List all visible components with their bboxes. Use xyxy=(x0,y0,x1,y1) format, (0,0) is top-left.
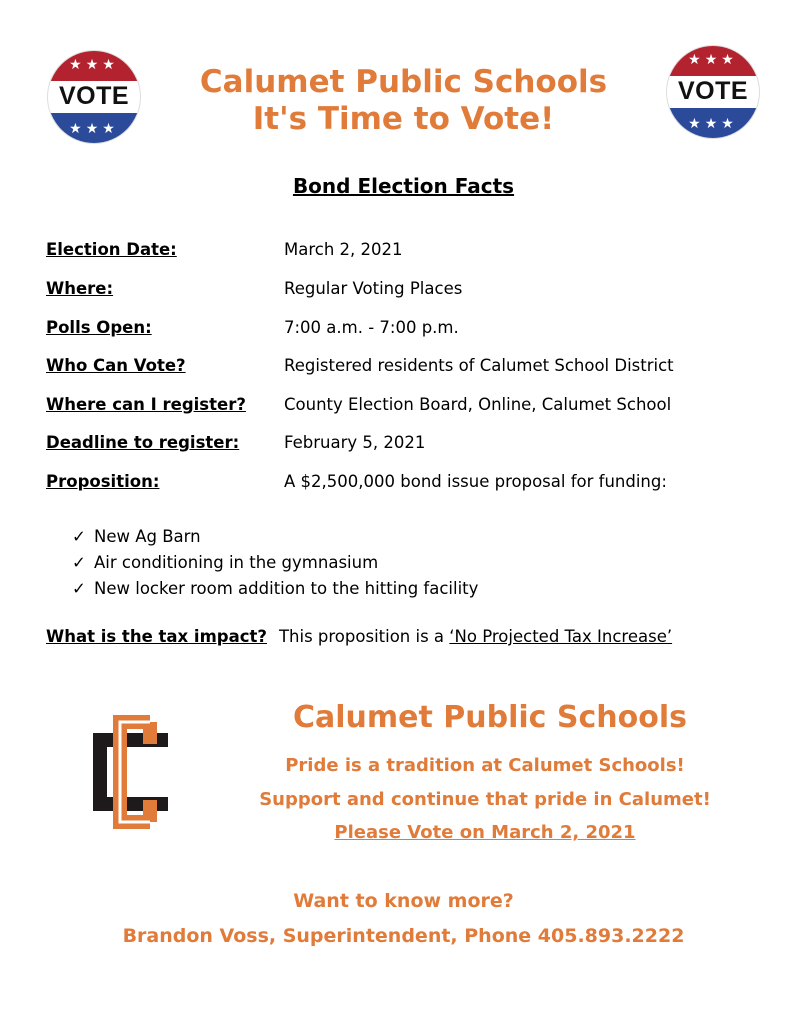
fact-value: A $2,500,000 bond issue proposal for funding: xyxy=(284,472,667,491)
list-item-text: Air conditioning in the gymnasium xyxy=(94,553,379,572)
fact-value: County Election Board, Online, Calumet School xyxy=(284,395,672,414)
footer-school-name: Calumet Public Schools xyxy=(292,700,687,735)
contact-info: Brandon Voss, Superintendent, Phone 405.893.2222 xyxy=(122,925,685,947)
page-title-line1: Calumet Public Schools xyxy=(199,64,608,100)
list-item-text: New locker room addition to the hitting facility xyxy=(94,579,479,598)
footer-message-3: Please Vote on March 2, 2021 xyxy=(334,822,636,843)
badge-stars-top: ★★★ xyxy=(688,52,738,68)
tax-text: This proposition is a xyxy=(278,627,450,646)
fact-row-where-register xyxy=(46,395,766,419)
vote-badge-left xyxy=(48,51,140,143)
facts-heading: Bond Election Facts xyxy=(292,174,515,198)
tax-impact-row xyxy=(46,627,672,646)
fact-value: March 2, 2021 xyxy=(284,240,403,259)
fact-value: Regular Voting Places xyxy=(284,279,463,298)
checkmark-icon: ✓ xyxy=(72,579,86,598)
tax-highlight: ‘No Projected Tax Increase’ xyxy=(449,627,673,646)
fact-value: Registered residents of Calumet School District xyxy=(284,356,674,375)
fact-label: Polls Open: xyxy=(46,318,152,337)
badge-stars-bottom: ★★★ xyxy=(69,121,119,137)
fact-label: Where can I register? xyxy=(46,395,246,414)
calumet-logo-icon xyxy=(90,714,180,830)
badge-stars-bottom: ★★★ xyxy=(688,116,738,132)
tax-label: What is the tax impact? xyxy=(46,627,267,646)
fact-label: Proposition: xyxy=(46,472,160,491)
fact-label: Who Can Vote? xyxy=(46,356,186,375)
fact-row-where xyxy=(46,279,766,303)
proposition-list xyxy=(72,524,478,602)
checkmark-icon: ✓ xyxy=(72,553,86,572)
page-title-line2: It's Time to Vote! xyxy=(252,101,555,137)
list-item xyxy=(72,524,478,550)
fact-row-deadline xyxy=(46,433,766,457)
list-item-text: New Ag Barn xyxy=(94,527,201,546)
vote-badge-right xyxy=(667,46,759,138)
fact-label: Deadline to register: xyxy=(46,433,240,452)
fact-value: February 5, 2021 xyxy=(284,433,426,452)
footer-message-2: Support and continue that pride in Calumet! xyxy=(259,789,711,810)
list-item xyxy=(72,550,478,576)
badge-word: VOTE xyxy=(677,77,749,105)
fact-row-election-date xyxy=(46,240,766,264)
badge-word: VOTE xyxy=(58,82,130,110)
badge-stars-top: ★★★ xyxy=(69,57,119,73)
fact-row-who-can-vote xyxy=(46,356,766,380)
footer-message-1: Pride is a tradition at Calumet Schools! xyxy=(285,755,685,776)
list-item xyxy=(72,576,478,602)
know-more-heading: Want to know more? xyxy=(293,890,514,912)
checkmark-icon: ✓ xyxy=(72,527,86,546)
fact-row-polls-open xyxy=(46,318,766,342)
fact-label: Where: xyxy=(46,279,114,298)
fact-value: 7:00 a.m. - 7:00 p.m. xyxy=(284,318,459,337)
fact-row-proposition xyxy=(46,472,766,496)
fact-label: Election Date: xyxy=(46,240,177,259)
